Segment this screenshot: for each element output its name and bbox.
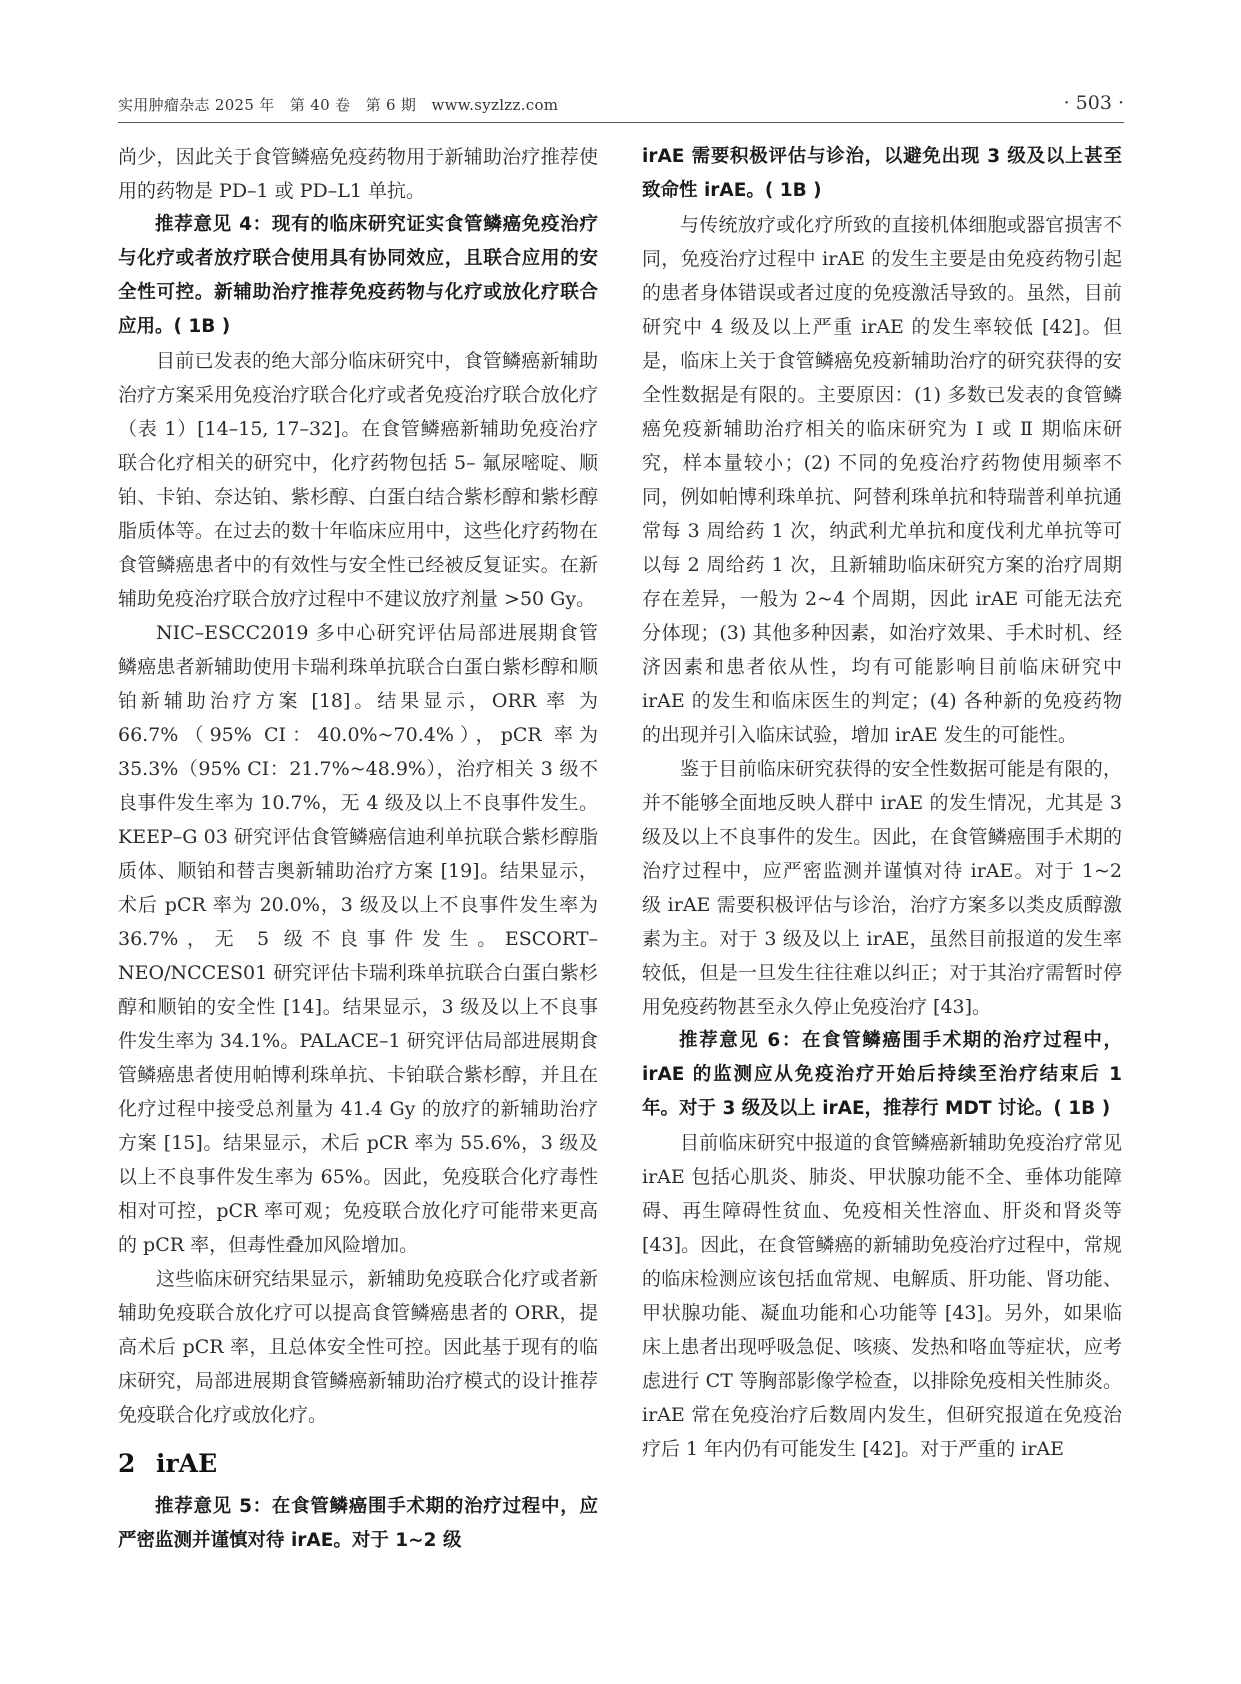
paragraph-continued: 尚少，因此关于食管鳞癌免疫药物用于新辅助治疗推荐使用的药物是 PD–1 或 PD–L1 单抗。 — [118, 146, 598, 202]
section-heading — [118, 1446, 598, 1482]
recommendation-4: 推荐意见 4：现有的临床研究证实食管鳞癌免疫治疗与化疗或者放疗联合使用具有协同效应，且联合应用的安全性可控。新辅助治疗推荐免疫药物与化疗或放化疗联合应用。( 1B ) — [118, 214, 598, 337]
recommendation-6: 推荐意见 6：在食管鳞癌围手术期的治疗过程中，irAE 的监测应从免疫治疗开始后持续至治疗结束后 1 年。对于 3 级及以上 irAE，推荐行 MDT 讨论。( 1B ) — [642, 1030, 1122, 1119]
right-column — [642, 140, 1122, 1466]
left-column — [118, 140, 598, 1558]
journal-info: 实用肿瘤杂志 2025 年 第 40 卷 第 6 期 www.syzlzz.com — [118, 96, 559, 114]
recommendation-5-end: irAE 需要积极评估与诊治，以避免出现 3 级及以上甚至致命性 irAE。( 1B ) — [642, 146, 1122, 201]
paragraph-summary: 这些临床研究结果显示，新辅助免疫联合化疗或者新辅助免疫联合放化疗可以提高食管鳞癌患者的 ORR，提高术后 pCR 率，且总体安全性可控。因此基于现有的临床研究，局部进展期食管鳞癌新辅助治疗模式的设计推荐免疫联合化疗或放化疗。 — [118, 1268, 598, 1426]
paragraph-irae-mechanism: 与传统放疗或化疗所致的直接机体细胞或器官损害不同，免疫治疗过程中 irAE 的发生主要是由免疫药物引起的患者身体错误或者过度的免疫激活导致的。虽然，目前研究中 4 级及以上严重 irAE 的发生率较低 [42]。但是，临床上关于食管鳞癌免疫新辅助治疗的研究获得的安全性数据是有限的。主要原因：(1) 多数已发表的食管鳞癌免疫新辅助治疗相关的临床研究为 Ⅰ 或 Ⅱ 期临床研究，样本量较小；(2) 不同的免疫治疗药物使用频率不同，例如帕博利珠单抗、阿替利珠单抗和特瑞普利单抗通常每 3 周给药 1 次，纳武利尤单抗和度伐利尤单抗等可以每 2 周给药 1 次，且新辅助临床研究方案的治疗周期存在差异，一般为 2~4 个周期，因此 irAE 可能无法充分体现；(3) 其他多种因素，如治疗效果、手术时机、经济因素和患者依从性，均有可能影响目前临床研究中 irAE 的发生和临床医生的判定；(4) 各种新的免疫药物的出现并引入临床试验，增加 irAE 发生的可能性。 — [642, 214, 1122, 746]
paragraph-neoadjuvant-regimens: 目前已发表的绝大部分临床研究中，食管鳞癌新辅助治疗方案采用免疫治疗联合化疗或者免疫治疗联合放化疗（表 1）[14–15, 17–32]。在食管鳞癌新辅助免疫治疗联合化疗相关的研究中，化疗药物包括 5– 氟尿嘧啶、顺铂、卡铂、奈达铂、紫杉醇、白蛋白结合紫杉醇和紫杉醇脂质体等。在过去的数十年临床应用中，这些化疗药物在食管鳞癌患者中的有效性与安全性已经被反复证实。在新辅助免疫治疗联合放疗过程中不建议放疗剂量 >50 Gy。 — [118, 350, 598, 610]
page-number: · 503 · — [1063, 92, 1124, 114]
paragraph-trial-results: NIC–ESCC2019 多中心研究评估局部进展期食管鳞癌患者新辅助使用卡瑞利珠单抗联合白蛋白紫杉醇和顺铂新辅助治疗方案 [18]。结果显示，ORR 率 为 66.7%（95% CI：40.0%~70.4%），pCR 率为 35.3%（95% CI：21.7%~48.9%），治疗相关 3 级不良事件发生率为 10.7%，无 4 级及以上不良事件发生。KEEP–G 03 研究评估食管鳞癌信迪利单抗联合紫杉醇脂质体、顺铂和替吉奥新辅助治疗方案 [19]。结果显示，术后 pCR 率为 20.0%，3 级及以上不良事件发生率为 36.7%，无 5 级不良事件发生。ESCORT–NEO/NCCES01 研究评估卡瑞利珠单抗联合白蛋白紫杉醇和顺铂的安全性 [14]。结果显示，3 级及以上不良事件发生率为 34.1%。PALACE–1 研究评估局部进展期食管鳞癌患者使用帕博利珠单抗、卡铂联合紫杉醇，并且在化疗过程中接受总剂量为 41.4 Gy 的放疗的新辅助治疗方案 [15]。结果显示，术后 pCR 率为 55.6%，3 级及以上不良事件发生率为 65%。因此，免疫联合化疗毒性相对可控，pCR 率可观；免疫联合放化疗可能带来更高的 pCR 率，但毒性叠加风险增加。 — [118, 622, 598, 1256]
recommendation-5-start: 推荐意见 5：在食管鳞癌围手术期的治疗过程中，应严密监测并谨慎对待 irAE。对于 1~2 级 — [118, 1496, 598, 1551]
running-header — [118, 92, 1124, 123]
paragraph-common-irae: 目前临床研究中报道的食管鳞癌新辅助免疫治疗常见 irAE 包括心肌炎、肺炎、甲状腺功能不全、垂体功能障碍、再生障碍性贫血、免疫相关性溶血、肝炎和肾炎等 [43]。因此，在食管鳞癌的新辅助免疫治疗过程中，常规的临床检测应该包括血常规、电解质、肝功能、肾功能、甲状腺功能、凝血功能和心功能等 [43]。另外，如果临床上患者出现呼吸急促、咳痰、发热和咯血等症状，应考虑进行 CT 等胸部影像学检查，以排除免疫相关性肺炎。irAE 常在免疫治疗后数周内发生，但研究报道在免疫治疗后 1 年内仍有可能发生 [42]。对于严重的 irAE — [642, 1132, 1122, 1460]
section-title: irAE — [156, 1449, 218, 1478]
section-number: 2 — [118, 1449, 136, 1478]
paragraph-irae-monitoring: 鉴于目前临床研究获得的安全性数据可能是有限的，并不能够全面地反映人群中 irAE 的发生情况，尤其是 3 级及以上不良事件的发生。因此，在食管鳞癌围手术期的治疗过程中，应严密监测并谨慎对待 irAE。对于 1~2 级 irAE 需要积极评估与诊治，治疗方案多以类皮质醇激素为主。对于 3 级及以上 irAE，虽然目前报道的发生率较低，但是一旦发生往往难以纠正；对于其治疗需暂时停用免疫药物甚至永久停止免疫治疗 [43]。 — [642, 758, 1122, 1018]
